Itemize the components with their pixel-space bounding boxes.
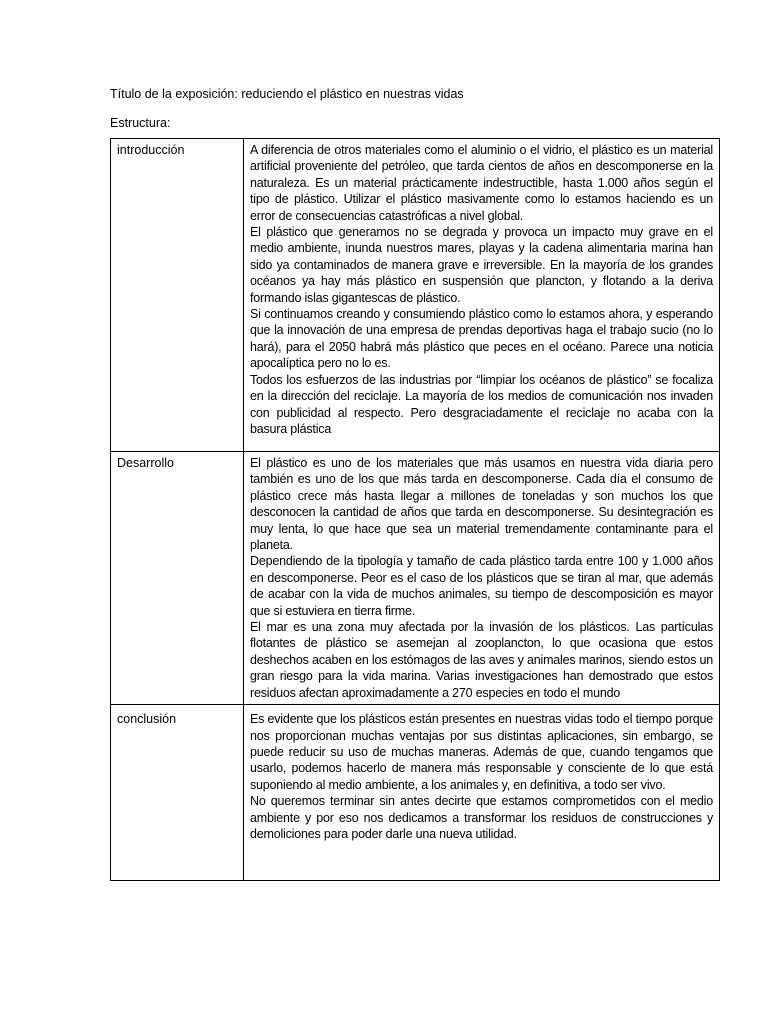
row-content-conclusion [244,705,720,881]
table-row-conclusion [111,705,720,881]
paragraph: A diferencia de otros materiales como el aluminio o el vidrio, el plástico es un material artificial proveniente del petróleo, que tarda cientos de años en descomponerse en la naturaleza. Es un material prácticamente indestructible, hasta 1.000 años según el tipo de plástico. Utilizar el plástico masivamente como lo estamos haciendo es un error de consecuencias catastróficas a nivel global. [250,143,713,223]
row-content-introduccion [244,139,720,452]
structure-table [110,138,720,881]
row-label-introduccion: introducción [111,139,244,452]
structure-heading: Estructura: [110,116,171,130]
paragraph: El plástico que generamos no se degrada y provoca un impacto muy grave en el medio ambiente, inunda nuestros mares, playas y la cadena alimentaria marina han sido ya contaminados de manera grave e irreversible. En la mayoría de los grandes océanos ya hay más plástico en suspensión que plancton, y flotando a la deriva formando islas gigantescas de plástico. [250,225,713,305]
table-row-desarrollo [111,452,720,705]
paragraph: El plástico es uno de los materiales que más usamos en nuestra vida diaria pero también es uno de los que más tarda en descomponerse. Cada día el consumo de plástico crece más hasta llegar a millones de toneladas y son muchos los que desconocen la cantidad de años que tarda en descomponerse. Su desintegración es muy lenta, lo que hace que sea un material tremendamente contaminante para el planeta. [250,456,713,553]
row-label-desarrollo: Desarrollo [111,452,244,705]
paragraph: Es evidente que los plásticos están presentes en nuestras vidas todo el tiempo porque nos proporcionan muchas ventajas por sus distintas aplicaciones, sin embargo, se puede reducir su uso de muchas maneras. Además de que, cuando tengamos que usarlo, podemos hacerlo de manera más responsable y consciente de lo que está suponiendo al medio ambiente, a los animales y, en definitiva, a todo ser vivo. [250,712,713,792]
document-title: Título de la exposición: reduciendo el plástico en nuestras vidas [110,87,464,101]
table-row-introduccion [111,139,720,452]
paragraph: Si continuamos creando y consumiendo plástico como lo estamos ahora, y esperando que la innovación de una empresa de prendas deportivas haga el trabajo sucio (no lo hará), para el 2050 habrá más plástico que peces en el océano. Parece una noticia apocalíptica pero no lo es. [250,307,713,371]
paragraph: El mar es una zona muy afectada por la invasión de los plásticos. Las partículas flotantes de plástico se asemejan al zooplancton, lo que ocasiona que estos deshechos acaben en los estómagos de las aves y animales marinos, siendo estos un gran riesgo para la vida marina. Varias investigaciones han demostrado que estos residuos afectan aproximadamente a 270 especies en todo el mundo [250,620,713,700]
paragraph: No queremos terminar sin antes decirte que estamos comprometidos con el medio ambiente y por eso nos dedicamos a transformar los residuos de construcciones y demoliciones para poder darle una nueva utilidad. [250,794,713,841]
paragraph: Todos los esfuerzos de las industrias por “limpiar los océanos de plástico” se focaliza en la dirección del reciclaje. La mayoría de los medios de comunicación nos invaden con publicidad al respecto. Pero desgraciadamente el reciclaje no acaba con la basura plástica [250,372,713,436]
row-label-conclusion: conclusión [111,705,244,881]
row-content-desarrollo [244,452,720,705]
paragraph: Dependiendo de la tipología y tamaño de cada plástico tarda entre 100 y 1.000 años en descomponerse. Peor es el caso de los plásticos que se tiran al mar, que además de acabar con la vida de muchos animales, su tiempo de descomposición es mayor que si estuviera en tierra firme. [250,554,713,618]
